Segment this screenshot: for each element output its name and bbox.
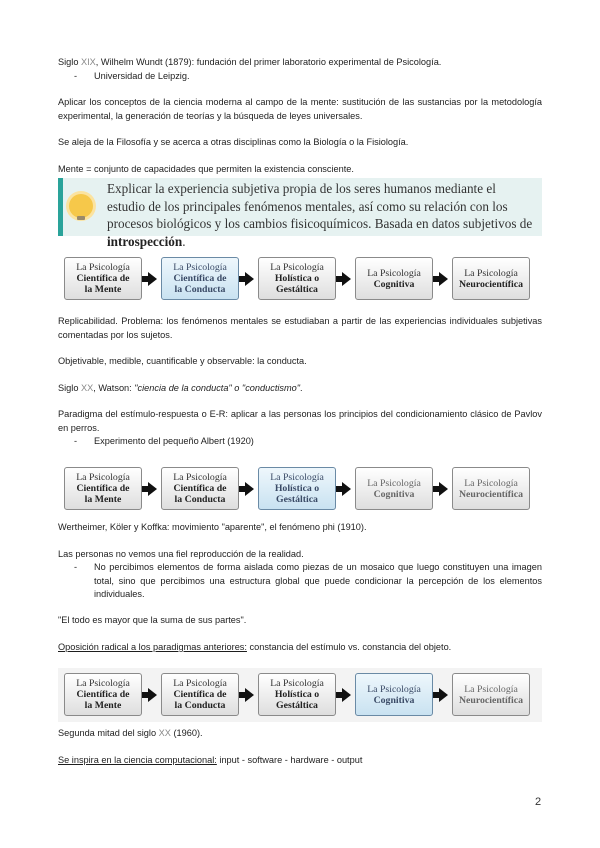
arrow-right-icon: [148, 482, 157, 496]
paragraph-replicability: Replicabilidad. Problema: los fenómenos mentales se estudiaban a partir de las experiencias individuales subjetivas comentadas por los sujetos.: [58, 316, 542, 340]
arrow-right-icon: [148, 272, 157, 286]
flow-box-neurocientifica: La Psicología Neurocientífica: [452, 467, 530, 510]
arrow-right-icon: [439, 482, 448, 496]
flow-box-gestaltica: La Psicología Holística o Gestáltica: [258, 467, 336, 510]
list-item: - Universidad de Leipzig.: [74, 71, 190, 81]
paragraph-stimulus-response: Paradigma del estímulo-respuesta o E-R: aplicar a las personas los principios del condicionamiento clásico de Pavlov en perros.: [58, 409, 542, 433]
flow-box-cognitiva: La Psicología Cognitiva: [355, 467, 433, 510]
page-number: 2: [535, 796, 542, 808]
arrow-right-icon: [245, 272, 254, 286]
flow-box-conducta: La Psicología Científica de la Conducta: [161, 467, 239, 510]
flow-box-gestaltica: La Psicología Holística o Gestáltica: [258, 257, 336, 300]
paragraph-second-half: Segunda mitad del siglo XX (1960).: [58, 728, 203, 738]
paragraph-opposition: Oposición radical a los paradigmas anteriores: constancia del estímulo vs. constancia del objeto.: [58, 642, 452, 652]
lightbulb-icon: [69, 194, 93, 218]
flow-box-neurocientifica: La Psicología Neurocientífica: [452, 257, 530, 300]
callout-text: Explicar la experiencia subjetiva propia de los seres humanos mediante el estudio de los principales fenómenos mentales, así como su relación con los procesos biológicos y los cambios fisicoquímicos. Basada en datos subjetivos de introspección.: [107, 181, 533, 249]
paradigm-flow-3: [58, 668, 542, 722]
flow-box-neurocientifica: La Psicología Neurocientífica: [452, 673, 530, 716]
paragraph-philosophy: Se aleja de la Filosofía y se acerca a otras disciplinas como la Biología o la Fisiología.: [58, 137, 409, 147]
arrow-right-icon: [245, 482, 254, 496]
wundt-paragraph: Siglo XIX, Wilhelm Wundt (1879): fundación del primer laboratorio experimental de Psicología.: [58, 57, 442, 67]
list-item: - Experimento del pequeño Albert (1920): [74, 436, 254, 446]
flow-box-mente: La Psicología Científica de la Mente: [64, 467, 142, 510]
flow-box-conducta: La Psicología Científica de la Conducta: [161, 673, 239, 716]
paragraph-perception: Las personas no vemos una fiel reproducción de la realidad.: [58, 549, 304, 559]
paragraph-observable: Objetivable, medible, cuantificable y observable: la conducta.: [58, 356, 307, 366]
arrow-right-icon: [342, 272, 351, 286]
arrow-right-icon: [342, 482, 351, 496]
paragraph-whole-quote: "El todo es mayor que la suma de sus partes".: [58, 615, 247, 625]
flow-box-cognitiva: La Psicología Cognitiva: [355, 673, 433, 716]
paragraph-gestalt-authors: Wertheimer, Köler y Koffka: movimiento "aparente", el fenómeno phi (1910).: [58, 522, 367, 532]
arrow-right-icon: [245, 688, 254, 702]
arrow-right-icon: [148, 688, 157, 702]
paragraph-watson: Siglo XX, Watson: "ciencia de la conducta" o "conductismo".: [58, 383, 303, 393]
paragraph-computational: Se inspira en la ciencia computacional: input - software - hardware - output: [58, 755, 363, 765]
flow-box-mente: La Psicología Científica de la Mente: [64, 673, 142, 716]
flow-box-cognitiva: La Psicología Cognitiva: [355, 257, 433, 300]
flow-box-gestaltica: La Psicología Holística o Gestáltica: [258, 673, 336, 716]
flow-box-conducta: La Psicología Científica de la Conducta: [161, 257, 239, 300]
arrow-right-icon: [439, 688, 448, 702]
paragraph-mind-definition: Mente = conjunto de capacidades que permiten la existencia consciente.: [58, 164, 354, 174]
arrow-right-icon: [439, 272, 448, 286]
callout-box: [58, 178, 542, 249]
flow-box-mente: La Psicología Científica de la Mente: [64, 257, 142, 300]
paradigm-flow-2: [58, 462, 542, 516]
arrow-right-icon: [342, 688, 351, 702]
paragraph-method: Aplicar los conceptos de la ciencia moderna al campo de la mente: sustitución de las sustancias por la metodología experimental, la generación de teorías y la búsqueda de leyes universales.: [58, 97, 542, 121]
paradigm-flow-1: [58, 252, 542, 306]
list-item: - No percibimos elementos de forma aislada como piezas de un mosaico que luego constituyen una imagen total, sino que percibimos una estructura global que puede condicionar la percepción de los elementos individuales.: [74, 562, 542, 599]
